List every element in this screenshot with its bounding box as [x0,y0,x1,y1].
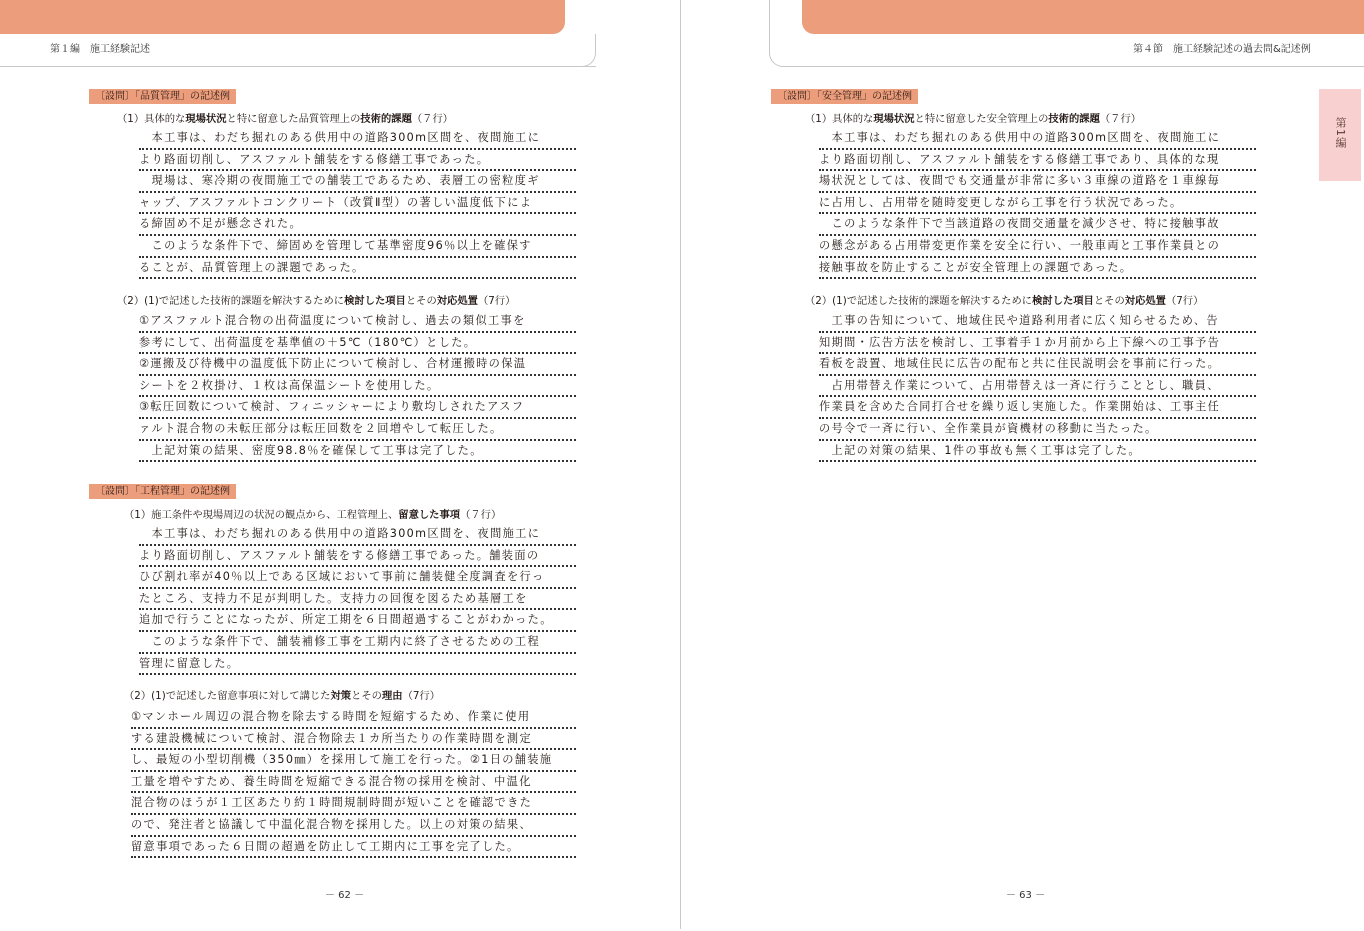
answer-lines [139,524,576,675]
question-text: （７行） [1099,113,1142,125]
header-rule [0,66,596,67]
answer-line: 看板を設置、地域住民に広告の配布と共に住民説明会を事前に行った。 [819,354,1256,376]
answer-line: ひび割れ率が40％以上である区域において事前に舗装健全度調査を行っ [139,567,576,589]
answer-lines [819,311,1256,462]
answer-line: シートを２枚掛け、１枚は高保温シートを使用した。 [139,376,576,398]
answer-line: 管理に留意した。 [139,654,576,676]
answer-line: ①マンホール周辺の混合物を除去する時間を短縮するため、作業に使用 [131,707,576,729]
answer-line: 現場は、寒冷期の夜間施工での舗装工であるため、表層工の密粒度ギ [139,171,576,193]
question-text: （７行） [411,113,454,125]
question-heading [117,112,453,126]
right-page [681,0,1364,929]
header-band [802,0,1364,34]
answer-line: 場状況としては、夜間でも交通量が非常に多い３車線の道路を１車線毎 [819,171,1256,193]
answer-line: 本工事は、わだち掘れのある供用中の道路300m区間を、夜間施工に [139,128,576,150]
answer-lines [131,707,576,858]
question-text: （7行） [1165,295,1204,307]
question-heading [805,112,1141,126]
answer-line: ァルト混合物の未転圧部分は転圧回数を２回増やして転圧した。 [139,419,576,441]
answer-line: 追加で行うことになったが、所定工期を６日間超過することがわかった。 [139,610,576,632]
question-text: とその [1093,295,1125,307]
page-number: － 62 － [325,890,365,901]
question-keyword: 現場状況 [185,113,227,125]
answer-line: 接触事故を防止することが安全管理上の課題であった。 [819,258,1256,280]
header-rule [781,66,1364,67]
answer-line: ので、発注者と協議して中温化混合物を採用した。以上の対策の結果、 [131,815,576,837]
question-text: （2）(1)で記述した留意事項に対して講じた [124,690,331,702]
left-page [0,0,681,929]
answer-line: このような条件下で当該道路の夜間交通量を減少させ、特に接触事故 [819,214,1256,236]
answer-line: 上記の対策の結果、1件の事故も無く工事は完了した。 [819,441,1256,463]
question-text: （1）具体的な [117,113,186,125]
answer-line: 工事の告知について、地域住民や道路利用者に広く知らせるため、告 [819,311,1256,333]
answer-line: より路面切削し、アスファルト舗装をする修繕工事であった。 [139,150,576,172]
question-text: と特に留意した品質管理上の [226,113,361,125]
question-keyword: 留意した事項 [398,509,461,521]
question-keyword: 技術的課題 [360,113,412,125]
answer-line: し、最短の小型切削機（350㎜）を採用して施工を行った。②1日の舗装施 [131,750,576,772]
answer-line: より路面切削し、アスファルト舗装をする修繕工事であり、具体的な現 [819,150,1256,172]
answer-lines [139,311,576,462]
question-heading [124,689,440,703]
answer-line: 作業員を含めた合同打合せを繰り返し実施した。作業開始は、工事主任 [819,397,1256,419]
answer-line: 本工事は、わだち掘れのある供用中の道路300m区間を、夜間施工に [139,524,576,546]
question-text: （2）(1)で記述した技術的課題を解決するために [117,295,345,307]
answer-line: の懸念がある占用帯変更作業を安全に行い、一般車両と工事作業員との [819,236,1256,258]
header-rule-curve [769,0,805,67]
section-tag-safety: 〔設問〕「安全管理」の記述例 [771,89,918,104]
answer-line: ③転圧回数について検討、フィニッシャーにより敷均しされたアスフ [139,397,576,419]
question-text: （1）具体的な [805,113,874,125]
answer-line: 占用帯替え作業について、占用帯替えは一斉に行うこととし、職員、 [819,376,1256,398]
question-keyword: 対策 [330,690,352,702]
question-keyword: 対応処置 [436,295,478,307]
question-keyword: 対応処置 [1124,295,1166,307]
answer-line: る締固め不足が懸念された。 [139,214,576,236]
answer-line: 知期間・広告方法を検討し、工事着手１か月前から上下線への工事予告 [819,333,1256,355]
page-number: － 63 － [1006,890,1046,901]
header-rule-curve [560,34,596,67]
question-text: （1）施工条件や現場周辺の状況の観点から、工程管理上、 [124,509,399,521]
question-keyword: 技術的課題 [1048,113,1100,125]
answer-line: する建設機械について検討、混合物除去１カ所当たりの作業時間を測定 [131,729,576,751]
question-text: （2）(1)で記述した技術的課題を解決するために [805,295,1033,307]
question-text: とその [405,295,437,307]
answer-line: 本工事は、わだち掘れのある供用中の道路300m区間を、夜間施工に [819,128,1256,150]
question-text: （7行） [477,295,516,307]
answer-line: ることが、品質管理上の課題であった。 [139,258,576,280]
answer-line: ②運搬及び待機中の温度低下防止について検討し、合材運搬時の保温 [139,354,576,376]
section-tag-schedule: 〔設問〕「工程管理」の記述例 [89,484,236,499]
answer-line: たところ、支持力不足が判明した。支持力の回復を図るため基層工を [139,589,576,611]
question-keyword: 現場状況 [873,113,915,125]
chapter-side-tab [1319,89,1361,181]
answer-line: の号令で一斉に行い、全作業員が資機材の移動に当たった。 [819,419,1256,441]
answer-line: ①アスファルト混合物の出荷温度について検討し、過去の類似工事を [139,311,576,333]
question-keyword: 検討した項目 [344,295,406,307]
answer-line: 工量を増やすため、養生時間を短縮できる混合物の採用を検討、中温化 [131,772,576,794]
answer-line: ャップ、アスファルトコンクリート（改質Ⅱ型）の著しい温度低下によ [139,193,576,215]
question-keyword: 検討した項目 [1032,295,1094,307]
chapter-label: 第１編 施工経験記述 [50,44,150,55]
section-tag-quality: 〔設問〕「品質管理」の記述例 [89,89,236,104]
answer-line: このような条件下で、舗装補修工事を工期内に終了させるための工程 [139,632,576,654]
header-band [0,0,565,34]
answer-line: 留意事項であった６日間の超過を防止して工期内に工事を完了した。 [131,837,576,859]
question-heading [805,294,1203,308]
question-keyword: 理由 [381,690,403,702]
answer-line: 参考にして、出荷温度を基準値の＋5℃（180℃）とした。 [139,333,576,355]
question-text: とその [351,690,382,702]
question-text: （7行） [402,690,441,702]
question-text: と特に留意した安全管理上の [914,113,1049,125]
side-tab-label: 第1編 [1334,117,1347,149]
question-text: （７行） [460,509,502,521]
answer-line: 上記対策の結果、密度98.8％を確保して工事は完了した。 [139,441,576,463]
section-label: 第４節 施工経験記述の過去問&記述例 [1133,44,1311,55]
answer-lines [139,128,576,279]
question-heading [117,294,515,308]
answer-lines [819,128,1256,279]
answer-line: 混合物のほうが１工区あたり約１時間規制時間が短いことを確認できた [131,793,576,815]
answer-line: このような条件下で、締固めを管理して基準密度96％以上を確保す [139,236,576,258]
answer-line: に占用し、占用帯を随時変更しながら工事を行う状況であった。 [819,193,1256,215]
answer-line: より路面切削し、アスファルト舗装をする修繕工事であった。舗装面の [139,546,576,568]
question-heading [124,508,501,522]
